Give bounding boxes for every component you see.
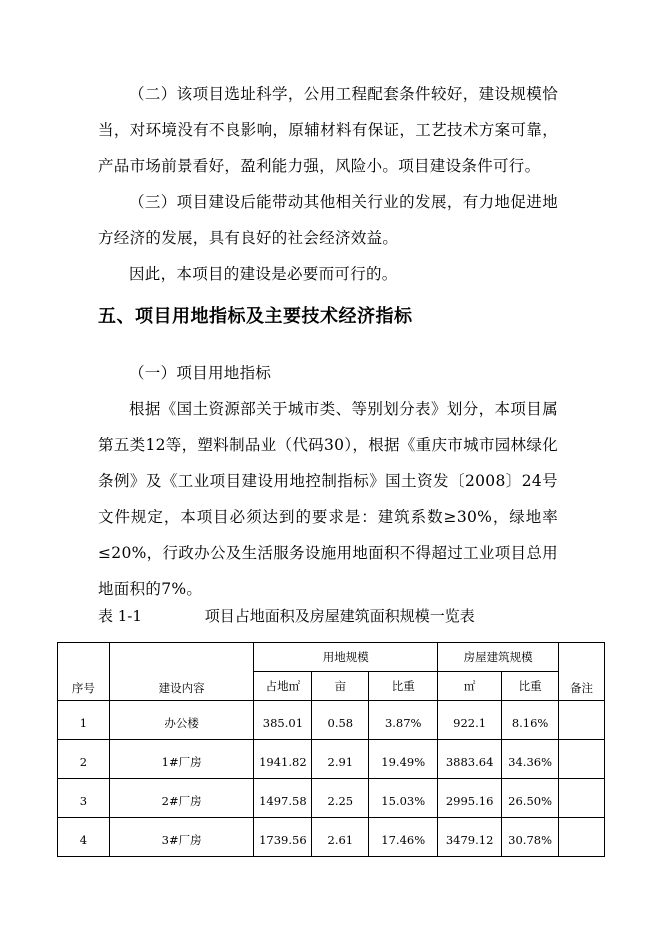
cell-content: 1#厂房 (109, 740, 254, 779)
table-caption (98, 605, 475, 626)
cell-building-area: 2995.16 (438, 779, 502, 818)
cell-index: 1 (58, 701, 110, 740)
cell-land-area: 1941.82 (254, 740, 312, 779)
header-remark: 备注 (559, 643, 605, 701)
cell-remark (559, 701, 605, 740)
paragraph-conclusion-3: （三）项目建设后能带动其他相关行业的发展，有力地促进地方经济的发展，具有良好的社会经济效益。 (98, 193, 558, 247)
cell-mu: 2.91 (312, 740, 369, 779)
header-building-group: 房屋建筑规模 (438, 643, 559, 672)
cell-land-area: 1739.56 (254, 818, 312, 857)
table-caption-title: 项目占地面积及房屋建筑面积规模一览表 (204, 607, 475, 625)
table-row (58, 701, 605, 740)
section-heading: 五、项目用地指标及主要技术经济指标 (98, 306, 413, 327)
cell-index: 2 (58, 740, 110, 779)
paragraph-land-requirements: 根据《国土资源部关于城市类、等别划分表》划分，本项目属第五类12等，塑料制品业（代码30），根据《重庆市城市园林绿化条例》及《工业项目建设用地控制指标》国土资发〔2008〕24号文件规定，本项目必须达到的要求是：建筑系数≥30%，绿地率≤20%，行政办公及生活服务设施用地面积不得超过工业项目总用地面积的7%。 (98, 400, 558, 598)
paragraph-conclusion-final: 因此，本项目的建设是必要而可行的。 (129, 265, 398, 283)
cell-mu: 2.25 (312, 779, 369, 818)
cell-remark (559, 779, 605, 818)
cell-land-ratio: 17.46% (369, 818, 438, 857)
cell-content: 办公楼 (109, 701, 254, 740)
cell-building-area: 3883.64 (438, 740, 502, 779)
header-mu: 亩 (312, 672, 369, 701)
cell-building-area: 3479.12 (438, 818, 502, 857)
cell-remark (559, 740, 605, 779)
cell-land-ratio: 19.49% (369, 740, 438, 779)
subheading-land-indicators: （一）项目用地指标 (129, 364, 272, 382)
cell-mu: 2.61 (312, 818, 369, 857)
header-land-ratio: 比重 (369, 672, 438, 701)
cell-building-ratio: 30.78% (502, 818, 559, 857)
table-row (58, 779, 605, 818)
cell-index: 3 (58, 779, 110, 818)
table-caption-number: 表 1-1 (98, 607, 142, 625)
cell-content: 3#厂房 (109, 818, 254, 857)
land-building-table (57, 642, 605, 857)
header-land-area: 占地㎡ (254, 672, 312, 701)
cell-building-ratio: 26.50% (502, 779, 559, 818)
cell-content: 2#厂房 (109, 779, 254, 818)
header-index: 序号 (58, 643, 110, 701)
header-building-area: ㎡ (438, 672, 502, 701)
cell-building-area: 922.1 (438, 701, 502, 740)
cell-land-ratio: 15.03% (369, 779, 438, 818)
header-land-group: 用地规模 (254, 643, 438, 672)
cell-remark (559, 818, 605, 857)
table-row (58, 818, 605, 857)
cell-building-ratio: 34.36% (502, 740, 559, 779)
cell-land-area: 385.01 (254, 701, 312, 740)
cell-mu: 0.58 (312, 701, 369, 740)
cell-land-area: 1497.58 (254, 779, 312, 818)
cell-land-ratio: 3.87% (369, 701, 438, 740)
header-building-ratio: 比重 (502, 672, 559, 701)
header-content: 建设内容 (109, 643, 254, 701)
cell-building-ratio: 8.16% (502, 701, 559, 740)
cell-index: 4 (58, 818, 110, 857)
paragraph-conclusion-2: （二）该项目选址科学，公用工程配套条件较好，建设规模恰当，对环境没有不良影响，原辅材料有保证，工艺技术方案可靠，产品市场前景看好，盈利能力强，风险小。项目建设条件可行。 (98, 85, 558, 175)
table-row (58, 740, 605, 779)
